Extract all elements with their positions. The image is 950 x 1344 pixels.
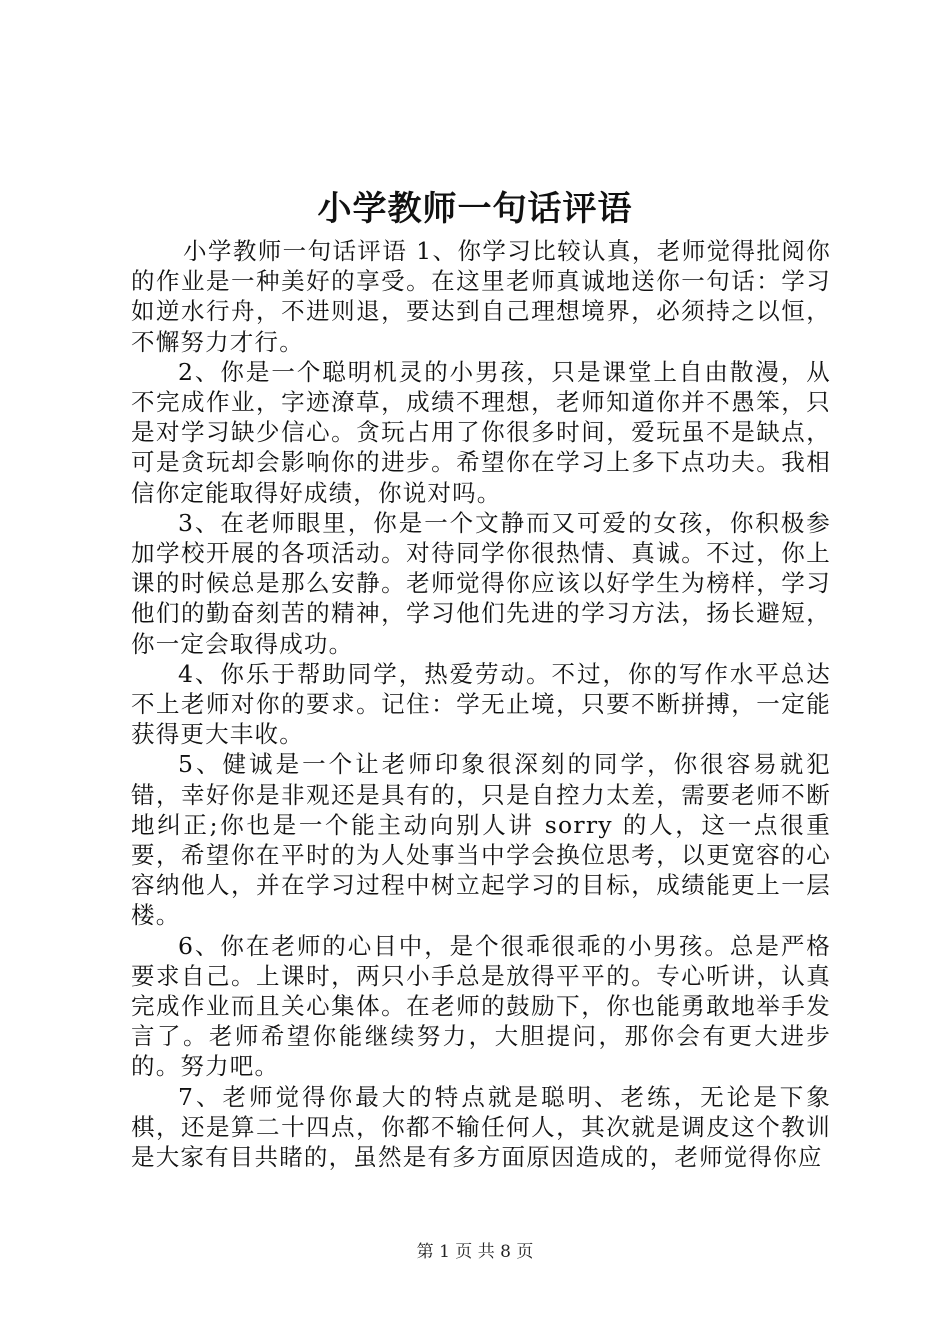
paragraph-5: 5、健诚是一个让老师印象很深刻的同学，你很容易就犯错，幸好你是非观还是具有的，只是自控力太差，需要老师不断地纠正;你也是一个能主动向别人讲 sorry 的人，这一点很重要，希望你在平时的为人处事当中学会换位思考，以更宽容的心容纳他人，并在学习过程中树立起学习的目标，成绩能更上一层楼。 (131, 750, 831, 930)
paragraph-2: 2、你是一个聪明机灵的小男孩，只是课堂上自由散漫，从不完成作业，字迹潦草，成绩不理想，老师知道你并不愚笨，只是对学习缺少信心。贪玩占用了你很多时间，爱玩虽不是缺点，可是贪玩却会影响你的进步。希望你在学习上多下点功夫。我相信你定能取得好成绩，你说对吗。 (131, 357, 831, 507)
paragraph-4: 4、你乐于帮助同学，热爱劳动。不过，你的写作水平总达不上老师对你的要求。记住：学无止境，只要不断拼搏，一定能获得更大丰收。 (131, 659, 831, 749)
page-footer: 第 1 页 共 8 页 (416, 1242, 534, 1262)
document-body (131, 236, 831, 1172)
paragraph-7: 7、老师觉得你最大的特点就是聪明、老练，无论是下象棋，还是算二十四点，你都不输任何人，其次就是调皮这个教训是大家有目共睹的，虽然是有多方面原因造成的，老师觉得你应 (131, 1082, 831, 1172)
paragraph-3: 3、在老师眼里，你是一个文静而又可爱的女孩，你积极参加学校开展的各项活动。对待同学你很热情、真诚。不过，你上课的时候总是那么安静。老师觉得你应该以好学生为榜样，学习他们的勤奋刻苦的精神，学习他们先进的学习方法，扬长避短，你一定会取得成功。 (131, 508, 831, 658)
paragraph-1: 小学教师一句话评语 1、你学习比较认真，老师觉得批阅你的作业是一种美好的享受。在这里老师真诚地送你一句话：学习如逆水行舟，不进则退，要达到自己理想境界，必须持之以恒，不懈努力才行。 (131, 237, 831, 356)
paragraph-6: 6、你在老师的心目中，是个很乖很乖的小男孩。总是严格要求自己。上课时，两只小手总是放得平平的。专心听讲，认真完成作业而且关心集体。在老师的鼓励下，你也能勇敢地举手发言了。老师希望你能继续努力，大胆提问，那你会有更大进步的。努力吧。 (131, 931, 831, 1081)
document-title: 小学教师一句话评语 (317, 189, 633, 229)
